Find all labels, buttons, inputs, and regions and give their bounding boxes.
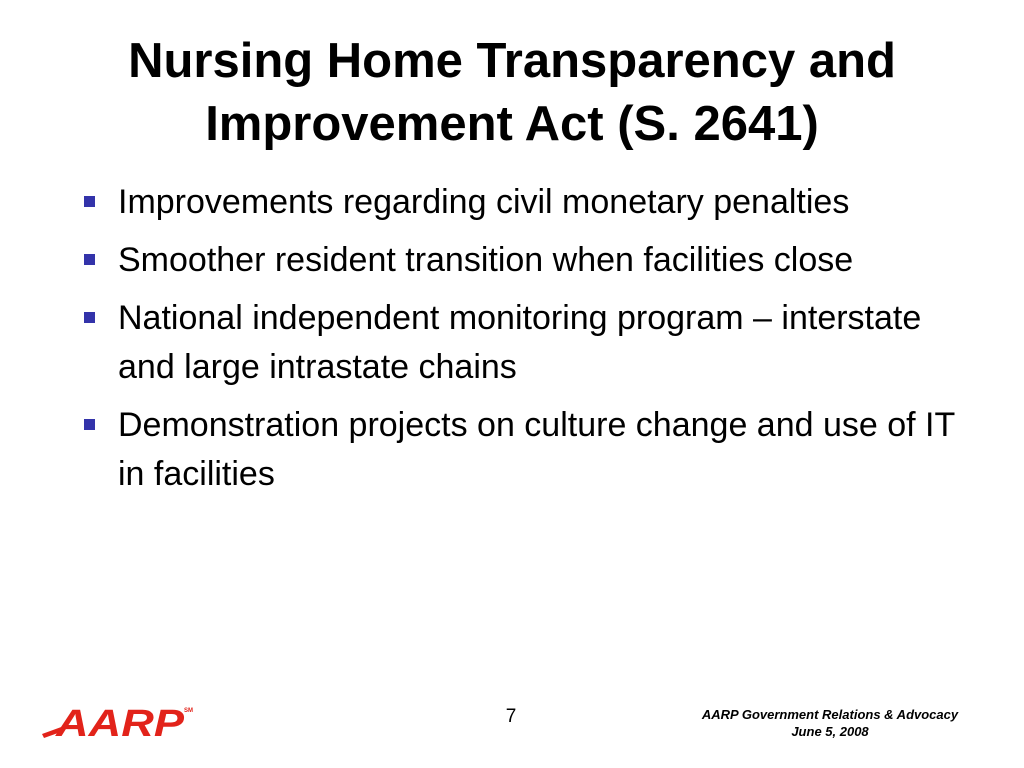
slide-title [0, 30, 1024, 156]
aarp-logo [42, 700, 192, 744]
slide-title-line-1: Nursing Home Transparency and [128, 34, 896, 88]
logo-service-mark: SM [184, 708, 193, 714]
square-bullet-icon [84, 419, 95, 430]
square-bullet-icon [84, 196, 95, 207]
square-bullet-icon [84, 254, 95, 265]
footer-date-line: June 5, 2008 [791, 724, 869, 739]
logo-wordmark: AARP [54, 703, 185, 745]
page-number: 7 [505, 706, 517, 727]
bullet-text: National independent monitoring program – interstate and large intrastate chains [118, 299, 922, 386]
bullet-text: Improvements regarding civil monetary penalties [118, 183, 850, 221]
footer-org-line: AARP Government Relations & Advocacy [701, 707, 959, 722]
bullet-item [80, 236, 960, 285]
slide-title-line-2: Improvement Act (S. 2641) [205, 97, 819, 151]
bullet-item [80, 294, 960, 392]
bullet-item [80, 401, 960, 499]
bullet-list [80, 178, 960, 508]
square-bullet-icon [84, 312, 95, 323]
bullet-item [80, 178, 960, 227]
footer-credit [640, 706, 1020, 740]
bullet-text: Smoother resident transition when facilities close [118, 241, 854, 279]
bullet-text: Demonstration projects on culture change and use of IT in facilities [118, 406, 955, 493]
